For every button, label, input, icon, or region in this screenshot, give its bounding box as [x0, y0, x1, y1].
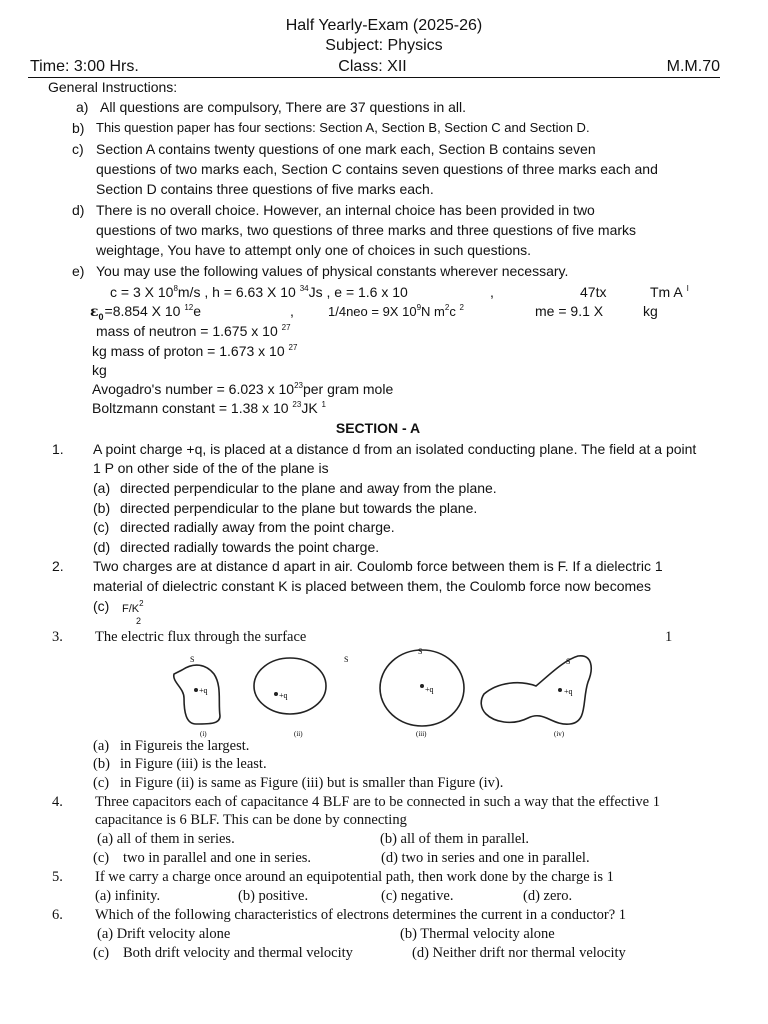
label-figure: (i): [200, 730, 207, 738]
k-unit: N m: [421, 304, 445, 319]
question-text: material of dielectric constant K is placed between them, the Coulomb force now becomes: [93, 578, 651, 594]
label-figure: (iv): [554, 730, 565, 738]
charge-dot: [558, 688, 562, 692]
const-h: m/s , h = 6.63 X 10: [177, 284, 296, 300]
instruction-label: e): [72, 263, 85, 279]
epsilon-symbol: ε: [90, 304, 99, 320]
k-unit-2: c: [449, 304, 456, 319]
instruction-text: Section D contains three questions of five marks each.: [96, 181, 434, 197]
option-label: (b): [93, 500, 111, 516]
label-s: S: [344, 655, 349, 664]
exp: 27: [288, 343, 298, 352]
surface-ii: [254, 658, 326, 714]
question-text: 1 P on other side of the of the plane is: [93, 460, 329, 476]
instruction-text: This question paper has four sections: Section A, Section B, Section C and Section D.: [96, 120, 590, 135]
label-q: +q: [279, 691, 288, 700]
const-kg-line: kg: [92, 362, 107, 378]
instructions-heading: General Instructions:: [48, 79, 178, 95]
exp: 9: [416, 303, 422, 312]
question-number: 3.: [52, 629, 63, 645]
instruction-text: Section A contains twenty questions of one mark each, Section B contains seven: [96, 141, 596, 157]
const-tx: 47tx: [580, 284, 607, 300]
label-q: +q: [199, 686, 208, 695]
option-label: (b): [93, 756, 110, 772]
exp: 23: [294, 381, 303, 390]
flux-figure-svg: [168, 646, 596, 738]
question-number: 6.: [52, 907, 63, 923]
option-label: (c): [93, 945, 110, 961]
const-me: me = 9.1 X: [535, 303, 604, 319]
instruction-text: questions of two marks each, Section C contains seven questions of three marks each and: [96, 161, 658, 177]
question-text: Which of the following characteristics of electrons determines the current in a conductor? 1: [95, 907, 627, 923]
question-number: 1.: [52, 441, 64, 457]
const-k: [328, 303, 464, 319]
option-label: (c): [93, 775, 110, 791]
option-text: in Figure (ii) is same as Figure (iii) but is smaller than Figure (iv).: [120, 775, 504, 791]
option-b: (b) Thermal velocity alone: [400, 926, 555, 942]
const-comma: ,: [290, 303, 294, 319]
label-s: S: [418, 647, 423, 656]
question-text: A point charge +q, is placed at a distance d from an isolated conducting plane. The field at a point: [93, 441, 697, 457]
epsilon-value: =8.854 X 10: [104, 303, 181, 319]
option-a: (a) infinity.: [95, 888, 161, 904]
subject-line: Subject: Physics: [325, 37, 443, 54]
question-number: 4.: [52, 794, 63, 810]
instruction-label: b): [72, 120, 85, 136]
question-text: The electric flux through the surface: [95, 629, 307, 645]
instruction-text: There is no overall choice. However, an internal choice has been provided in two: [96, 202, 595, 218]
option-a: (a) all of them in series.: [97, 831, 235, 847]
option-label: (a): [93, 480, 111, 496]
boltzmann-text: Boltzmann constant = 1.38 x 10: [92, 400, 289, 416]
const-tm: [650, 284, 689, 300]
option-text: directed perpendicular to the plane but towards the plane.: [120, 500, 478, 516]
const-tm-text: Tm A: [650, 284, 683, 300]
const-c: c = 3 X 10: [110, 284, 174, 300]
const-boltzmann: [92, 400, 326, 416]
question-text: capacitance is 6 BLF. This can be done by connecting: [95, 812, 407, 828]
option-text: [122, 599, 144, 615]
instruction-label: a): [76, 99, 89, 115]
option-text: directed radially away from the point charge.: [120, 519, 395, 535]
charge-dot: [194, 688, 198, 692]
charge-dot: [420, 684, 424, 688]
surface-iv: [481, 656, 591, 724]
avogadro-text: Avogadro's number = 6.023 x 10: [92, 381, 295, 397]
exp: 27: [281, 323, 291, 332]
question-text: Three capacitors each of capacitance 4 BLF are to be connected in such a way that the effective 1: [95, 794, 660, 810]
epsilon-unit: e: [193, 303, 202, 319]
max-marks: M.M.70: [666, 58, 720, 75]
option-value: F/K: [122, 603, 140, 615]
option-d: (d) two in series and one in parallel.: [381, 850, 590, 866]
exp: 8: [173, 284, 178, 293]
exp: 34: [299, 284, 309, 293]
instruction-text: weightage, You have to attempt only one of choices in such questions.: [96, 242, 532, 258]
label-q: +q: [425, 685, 434, 694]
question-text: If we carry a charge once around an equipotential path, then work done by the charge is 1: [95, 869, 614, 885]
instruction-text: questions of two marks, two questions of three marks and three questions of five marks: [96, 222, 637, 238]
option-label: (c): [93, 519, 110, 535]
boltzmann-unit: JK: [301, 400, 318, 416]
const-proton: [92, 343, 297, 359]
question-number: 5.: [52, 869, 63, 885]
exp: 2: [139, 599, 144, 608]
header-divider: [28, 77, 720, 78]
exp: 23: [292, 400, 302, 409]
instruction-label: d): [72, 202, 85, 218]
const-comma: ,: [490, 284, 494, 300]
exp: 12: [184, 303, 194, 312]
instruction-text: You may use the following values of physical constants wherever necessary.: [96, 263, 569, 279]
option-c: Both drift velocity and thermal velocity: [123, 945, 353, 961]
section-title: SECTION - A: [335, 420, 421, 436]
label-s: S: [566, 657, 571, 666]
option-text: in Figure (iii) is the least.: [120, 756, 267, 772]
option-label: (c): [93, 850, 110, 866]
option-text: directed perpendicular to the plane and away from the plane.: [120, 480, 497, 496]
charge-dot: [274, 692, 278, 696]
option-text: directed radially towards the point charge.: [120, 539, 380, 555]
avogadro-unit: per gram mole: [302, 381, 394, 397]
option-label: (a): [93, 738, 110, 754]
constants-line-2: [90, 303, 201, 322]
surface-i: [174, 665, 220, 724]
option-c: two in parallel and one in series.: [123, 850, 312, 866]
flux-figure: [168, 646, 596, 738]
question-text: Two charges are at distance d apart in air. Coulomb force between them is F. If a dielectric 1: [93, 558, 663, 574]
option-label: (c): [93, 598, 110, 614]
epsilon-sub: 0: [98, 311, 104, 322]
instruction-text: All questions are compulsory, There are 37 questions in all.: [100, 99, 467, 115]
question-number: 2.: [52, 558, 64, 574]
option-label: (d): [93, 539, 111, 555]
exp: 2: [459, 303, 464, 312]
label-figure: (iii): [416, 730, 427, 738]
exp: 2: [444, 303, 450, 312]
option-b: (b) all of them in parallel.: [380, 831, 529, 847]
option-a: (a) Drift velocity alone: [97, 926, 231, 942]
label-q: +q: [564, 687, 573, 696]
option-d: (d) Neither drift nor thermal velocity: [412, 945, 626, 961]
question-mark: 1: [665, 629, 673, 645]
option-text: in Figureis the largest.: [120, 738, 250, 754]
constants-line-1: [110, 284, 408, 300]
instruction-label: c): [72, 141, 84, 157]
option-b: (b) positive.: [238, 888, 309, 904]
const-kg: kg: [643, 303, 658, 319]
const-avogadro: [92, 381, 393, 397]
proton-text: kg mass of proton = 1.673 x 10: [92, 343, 285, 359]
stray-mark: 2: [136, 616, 142, 626]
label-figure: (ii): [294, 730, 303, 738]
neutron-text: mass of neutron = 1.675 x 10: [96, 323, 278, 339]
exp: 1: [321, 400, 326, 409]
option-d: (d) zero.: [523, 888, 573, 904]
class-label: Class: XII: [338, 58, 407, 75]
exp: I: [686, 284, 689, 293]
label-s: S: [190, 655, 195, 664]
const-neutron: [96, 323, 291, 339]
time-label: Time: 3:00 Hrs.: [30, 58, 139, 75]
exam-title: Half Yearly-Exam (2025-26): [285, 17, 483, 34]
const-e: Js , e = 1.6 x 10: [308, 284, 408, 300]
option-c: (c) negative.: [381, 888, 454, 904]
k-value: 1/4neo = 9X 10: [328, 304, 417, 319]
